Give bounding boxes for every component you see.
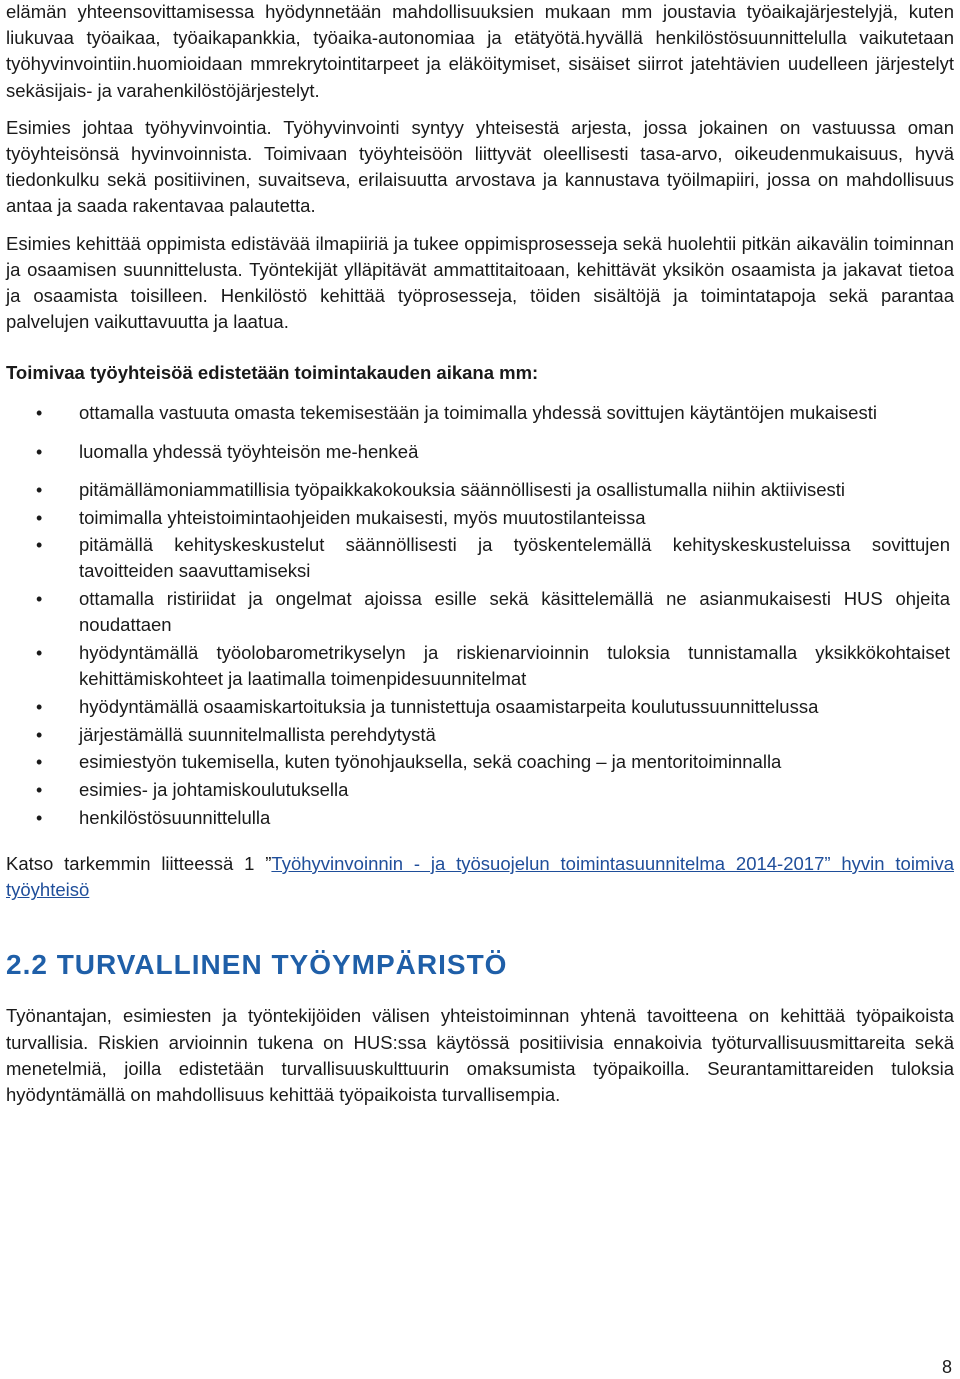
list-item <box>6 749 954 775</box>
bullet-icon: • <box>36 807 43 828</box>
bullet-icon: • <box>36 479 43 500</box>
bullet-list <box>6 400 954 831</box>
list-item-text: järjestämällä suunnitelmallista perehdytystä <box>79 723 436 745</box>
paragraph-reference <box>6 851 954 903</box>
paragraph-turvallinen: Työnantajan, esimiesten ja työntekijöiden välisen yhteistoiminnan yhtenä tavoitteena on kehittää työpaikoista turvallisia. Riskien arvioinnin tukena on HUS:ssa käytössä positiivisia ennakoivia työturvallisuusmittareita sekä menetelmiä, joilla edistetään turvallisuuskulttuurin omaksumista työpaikoilla. Seurantamittareiden tuloksia hyödyntämällä on mahdollisuus kehittää työpaikoista turvallisempia. <box>6 1005 954 1105</box>
section-heading: 2.2 TURVALLINEN TYÖYMPÄRISTÖ <box>6 949 508 981</box>
bullet-icon: • <box>36 441 43 462</box>
bullet-icon: • <box>36 724 43 745</box>
list-item-text: hyödyntämällä työolobarometrikyselyn ja riskienarvioinnin tuloksia tunnistamalla yksikkökohtaiset kehittämiskohteet ja laatimalla toimenpidesuunnitelmat <box>79 642 950 690</box>
list-item <box>6 400 954 426</box>
list-item <box>6 505 954 531</box>
list-item-text: luomalla yhdessä työyhteisön me-henkeä <box>79 440 419 462</box>
bullet-icon: • <box>36 535 43 556</box>
list-item <box>6 439 954 465</box>
paragraph-esimies-johtaa: Esimies johtaa työhyvinvointia. Työhyvinvointi syntyy yhteisestä arjesta, jossa jokainen on vastuussa oman työyhteisönsä hyvinvoinnista. Toimivaan työyhteisöön liittyvät oleellisesti tasa-arvo, oikeudenmukaisuus, hyvä tiedonkulku sekä positiivinen, suvaitseva, erilaisuutta arvostava ja kannustava työilmapiiri, jossa on mahdollisuus antaa ja saada rakentavaa palautetta. <box>6 116 954 217</box>
bullet-icon: • <box>36 507 43 528</box>
bullet-icon: • <box>36 752 43 773</box>
list-item <box>6 694 954 720</box>
list-item-text: esimiestyön tukemisella, kuten työnohjauksella, sekä coaching – ja mentoritoiminnalla <box>79 751 782 773</box>
paragraph-intro: elämän yhteensovittamisessa hyödynnetään mahdollisuuksien mukaan mm joustavia työaikajärjestelyjä, kuten liukuvaa työaikaa, työaikapankkia, työaika-autonomiaa ja etätyötä.hyvällä henkilöstösuunnittelulla vaikutetaan työhyvinvointiin.huomioidaan mmrekrytointitarpeet ja eläköitymiset, sisäiset siirrot jatehtävien uudelleen järjestelyt sekäsijais- ja varahenkilöstöjärjestelyt. <box>6 1 954 101</box>
reference-link[interactable]: Työhyvinvoinnin - ja työsuojelun toimintasuunnitelma 2014-2017” hyvin toimiva työyhteisö <box>6 852 954 901</box>
list-item-text: esimies- ja johtamiskoulutuksella <box>79 779 349 801</box>
page-number: 8 <box>941 1357 952 1377</box>
reference-prefix: Katso tarkemmin liitteessä 1 ” <box>6 852 272 874</box>
list-item-text: henkilöstösuunnittelulla <box>79 806 271 828</box>
list-item-text: hyödyntämällä osaamiskartoituksia ja tunnistettuja osaamistarpeita koulutussuunnittelussa <box>79 695 819 717</box>
list-item <box>6 477 954 503</box>
bullet-icon: • <box>36 643 43 664</box>
list-item-text: ottamalla ristiriidat ja ongelmat ajoissa esille sekä käsittelemällä ne asianmukaisesti HUS ohjeita noudattaen <box>79 588 950 636</box>
bullet-icon: • <box>36 589 43 610</box>
list-item <box>6 532 954 584</box>
bullet-icon: • <box>36 696 43 717</box>
bullet-icon: • <box>36 780 43 801</box>
list-item-text: toimimalla yhteistoimintaohjeiden mukaisesti, myös muutostilanteissa <box>79 506 646 528</box>
list-item <box>6 722 954 748</box>
paragraph-esimies-kehittaa: Esimies kehittää oppimista edistävää ilmapiiriä ja tukee oppimisprosesseja sekä huolehtii pitkän aikavälin toiminnan ja osaamisen suunnittelusta. Työntekijät ylläpitävät ammattitaitoaan, kehittävät yksikön osaamista ja jakavat tietoa ja osaamista toisilleen. Henkilöstö kehittää työprosesseja, töiden sisältöjä ja toimintatapoja sekä parantaa palvelujen vaikuttavuutta ja laatua. <box>6 232 954 333</box>
bullet-icon: • <box>36 403 43 424</box>
list-subheading: Toimivaa työyhteisöä edistetään toimintakauden aikana mm: <box>6 362 539 384</box>
list-item <box>6 777 954 803</box>
list-item-text: pitämällämoniammatillisia työpaikkakokouksia säännöllisesti ja osallistumalla niihin aktiivisesti <box>79 478 846 500</box>
list-item-text: ottamalla vastuuta omasta tekemisestään ja toimimalla yhdessä sovittujen käytäntöjen mukaisesti <box>79 402 877 424</box>
list-item <box>6 640 954 692</box>
document-page <box>6 0 954 1108</box>
list-item <box>6 586 954 638</box>
list-item-text: pitämällä kehityskeskustelut säännöllisesti ja työskentelemällä kehityskeskusteluissa sovittujen tavoitteiden saavuttamiseksi <box>79 534 950 582</box>
list-item <box>6 805 954 831</box>
